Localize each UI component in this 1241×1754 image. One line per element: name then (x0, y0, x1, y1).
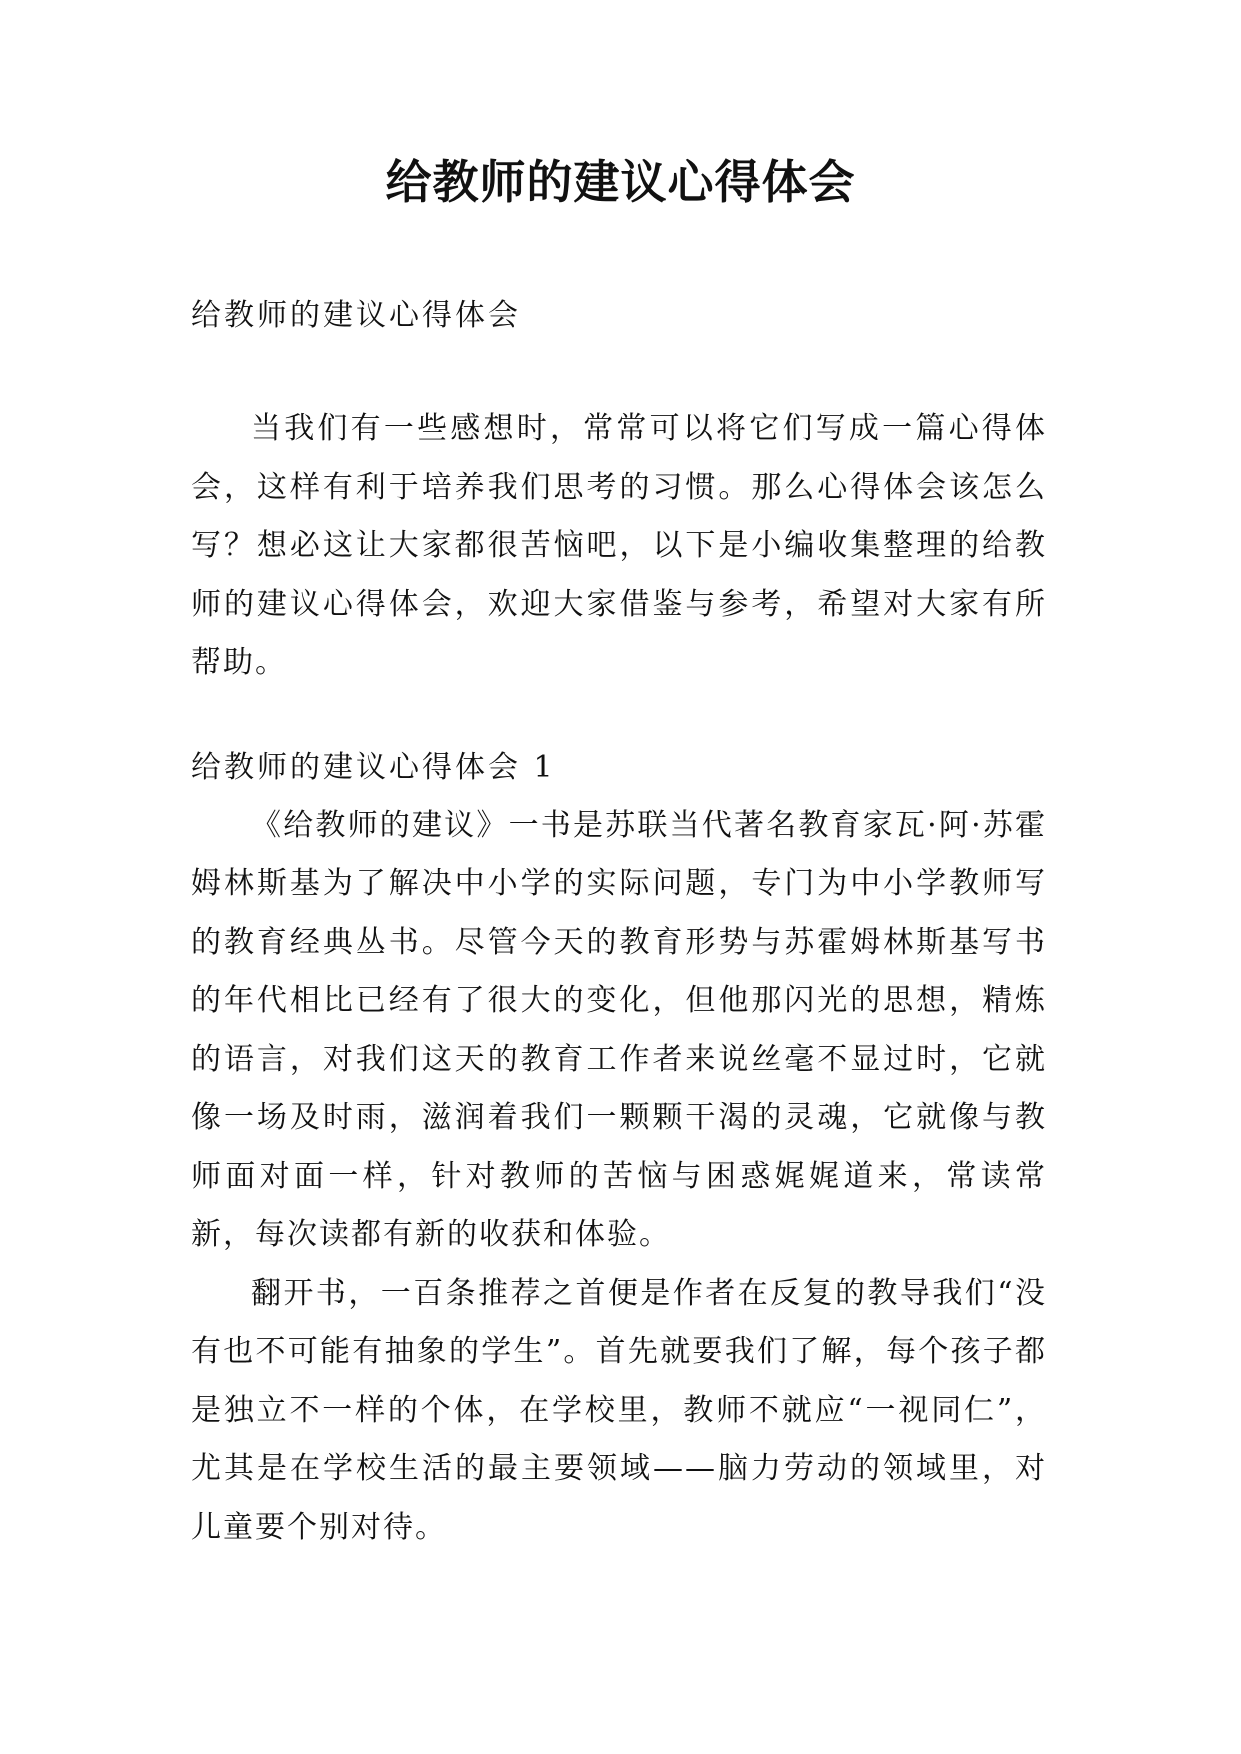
document-subtitle: 给教师的建议心得体会 (191, 298, 521, 333)
section-heading: 给教师的建议心得体会 1 (191, 749, 556, 785)
section-paragraph: 翻开书，一百条推荐之首便是作者在反复的教导我们“没有也不可能有抽象的学生”。首先就要我们了解，每个孩子都是独立不一样的个体，在学校里，教师不就应“一视同仁”，尤其是在学校生活的最主要领域——脑力劳动的领域里，对儿童要个别对待。 (191, 1275, 1047, 1545)
section-paragraph: 《给教师的建议》一书是苏联当代著名教育家瓦·阿·苏霍姆林斯基为了解决中小学的实际问题，专门为中小学教师写的教育经典丛书。尽管今天的教育形势与苏霍姆林斯基写书的年代相比已经有了很大的变化，但他那闪光的思想，精炼的语言，对我们这天的教育工作者来说丝毫不显过时，它就像一场及时雨，滋润着我们一颗颗干渴的灵魂，它就像与教师面对面一样，针对教师的苦恼与困惑娓娓道来，常读常新，每次读都有新的收获和体验。 (191, 807, 1047, 1252)
intro-paragraph: 当我们有一些感想时，常常可以将它们写成一篇心得体会，这样有利于培养我们思考的习惯。那么心得体会该怎么写？想必这让大家都很苦恼吧，以下是小编收集整理的给教师的建议心得体会，欢迎大家借鉴与参考，希望对大家有所帮助。 (191, 411, 1047, 680)
document-body (191, 288, 1047, 1557)
spacer (191, 693, 1047, 739)
spacer (191, 344, 1047, 400)
document-title: 给教师的建议心得体会 (385, 155, 856, 209)
